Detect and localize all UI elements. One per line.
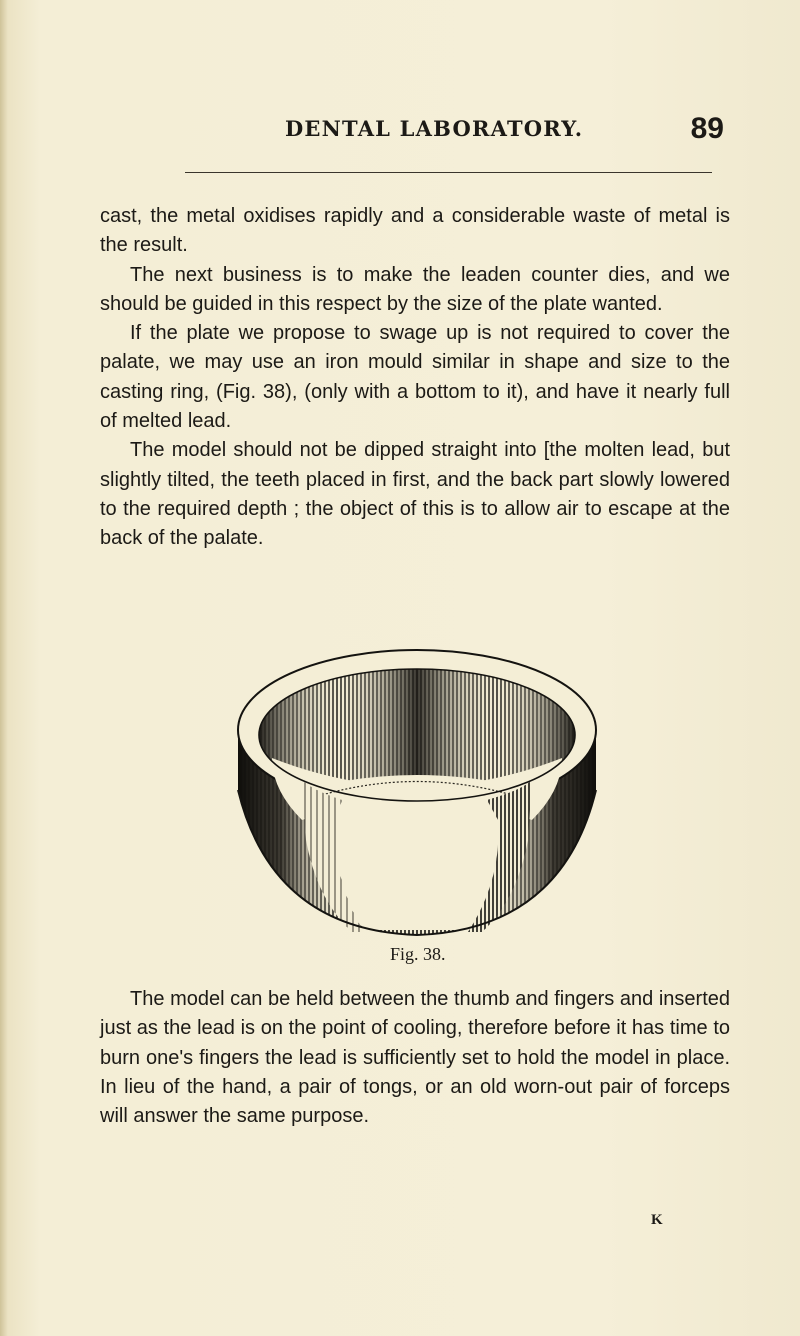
- page-spine-edge: [0, 0, 8, 1336]
- paragraph-counter-dies: The next business is to make the leaden counter dies, and we should be guided in this respect by the size of the plate wanted.: [100, 263, 730, 315]
- figure-caption: Fig. 38.: [390, 944, 446, 964]
- text-block-bottom: [100, 985, 730, 1131]
- casting-ring-illustration: [232, 640, 602, 940]
- running-head: DENTAL LABORATORY.: [285, 116, 584, 141]
- page-number: 89: [690, 112, 724, 145]
- paragraph-holding-model: The model can be held between the thumb and fingers and inserted just as the lead is on the point of cooling, therefore before it has time to burn one's fingers the lead is sufficiently set to hold the model in place. In lieu of the hand, a pair of tongs, or an old worn-out pair of forceps will answer the same purpose.: [100, 988, 730, 1128]
- paragraph-dipping-model: The model should not be dipped straight into [the molten lead, but slightly tilted, the teeth placed in first, and the back part slowly lowered to the required depth ; the object of this is to allow air to escape at the back of the palate.: [100, 439, 730, 550]
- paragraph-continuation: cast, the metal oxidises rapidly and a considerable waste of metal is the result.: [100, 205, 730, 257]
- paragraph-iron-mould: If the plate we propose to swage up is not required to cover the palate, we may use an iron mould similar in shape and size to the casting ring, (Fig. 38), (only with a bottom to it), and have it nearly full of melted lead.: [100, 322, 730, 433]
- signature-mark: K: [651, 1212, 663, 1228]
- page-header: [100, 112, 724, 152]
- header-rule: [185, 172, 712, 173]
- casting-ring-drawing: [232, 640, 602, 940]
- text-block-top: [100, 202, 730, 554]
